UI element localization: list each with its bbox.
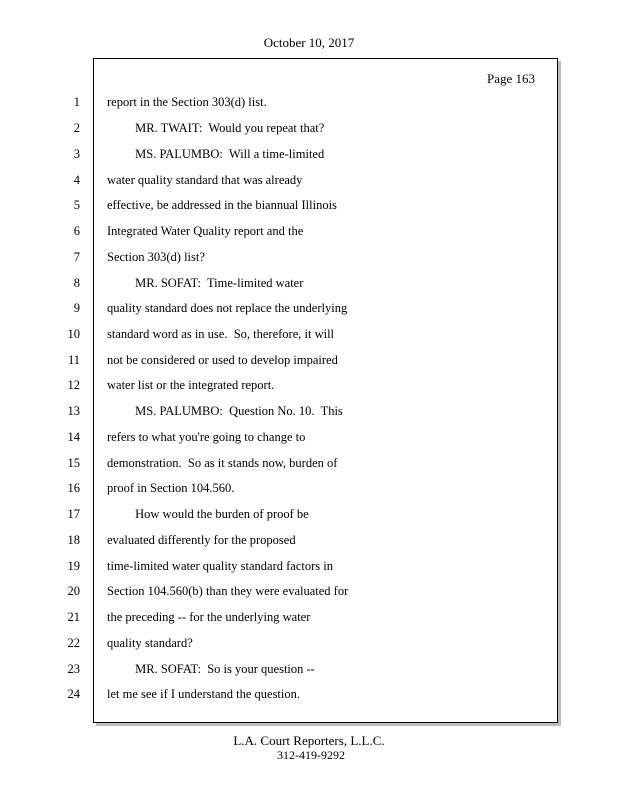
transcript-line: refers to what you're going to change to	[107, 430, 306, 444]
transcript-line: MS. PALUMBO: Question No. 10. This	[107, 404, 343, 418]
line-number: 18	[67, 533, 80, 547]
line-number: 24	[67, 687, 80, 701]
line-number: 22	[67, 636, 80, 650]
transcript-line: effective, be addressed in the biannual Illinois	[107, 198, 337, 212]
transcript-line: time-limited water quality standard factors in	[107, 559, 333, 573]
line-number: 5	[73, 198, 80, 212]
line-number: 14	[67, 430, 80, 444]
line-number: 2	[73, 121, 80, 135]
transcript-line: MS. PALUMBO: Will a time-limited	[107, 147, 325, 161]
line-number: 10	[67, 327, 80, 341]
line-number: 4	[73, 173, 80, 187]
line-number: 13	[67, 404, 80, 418]
line-number: 21	[67, 610, 80, 624]
line-number: 6	[73, 224, 80, 238]
line-number: 23	[67, 662, 80, 676]
transcript-line: quality standard?	[107, 636, 193, 650]
transcript-line: water quality standard that was already	[107, 173, 303, 187]
line-number: 3	[73, 147, 80, 161]
transcript-line: the preceding -- for the underlying water	[107, 610, 311, 624]
line-number: 19	[67, 559, 80, 573]
transcript-line: proof in Section 104.560.	[107, 481, 235, 495]
line-number: 17	[67, 507, 80, 521]
header-date: October 10, 2017	[263, 35, 355, 50]
line-number: 7	[73, 250, 80, 264]
transcript-line: MR. TWAIT: Would you repeat that?	[107, 121, 325, 135]
transcript-line: Section 104.560(b) than they were evaluated for	[107, 584, 349, 598]
footer-phone: 312-419-9292	[277, 748, 345, 762]
line-number: 16	[67, 481, 80, 495]
line-number: 1	[73, 95, 80, 109]
transcript-line: Section 303(d) list?	[107, 250, 205, 264]
page-number: Page 163	[486, 71, 535, 86]
line-number: 11	[67, 353, 80, 367]
transcript-line: standard word as in use. So, therefore, it will	[107, 327, 335, 341]
transcript-line: How would the burden of proof be	[107, 507, 309, 521]
footer-company: L.A. Court Reporters, L.L.C.	[233, 733, 385, 748]
line-number: 12	[67, 378, 80, 392]
line-number: 20	[67, 584, 80, 598]
line-number: 15	[67, 456, 80, 470]
transcript-line: demonstration. So as it stands now, burden of	[107, 456, 338, 470]
transcript-line: Integrated Water Quality report and the	[107, 224, 304, 238]
transcript-line: water list or the integrated report.	[107, 378, 275, 392]
transcript-line: let me see if I understand the question.	[107, 687, 300, 701]
transcript-line: report in the Section 303(d) list.	[107, 95, 267, 109]
transcript-line: quality standard does not replace the underlying	[107, 301, 348, 315]
transcript-line: MR. SOFAT: So is your question --	[107, 662, 315, 676]
line-number: 8	[73, 276, 80, 290]
transcript-line: not be considered or used to develop impaired	[107, 353, 338, 367]
line-number: 9	[73, 301, 80, 315]
transcript-line: evaluated differently for the proposed	[107, 533, 296, 547]
transcript-line: MR. SOFAT: Time-limited water	[107, 276, 304, 290]
